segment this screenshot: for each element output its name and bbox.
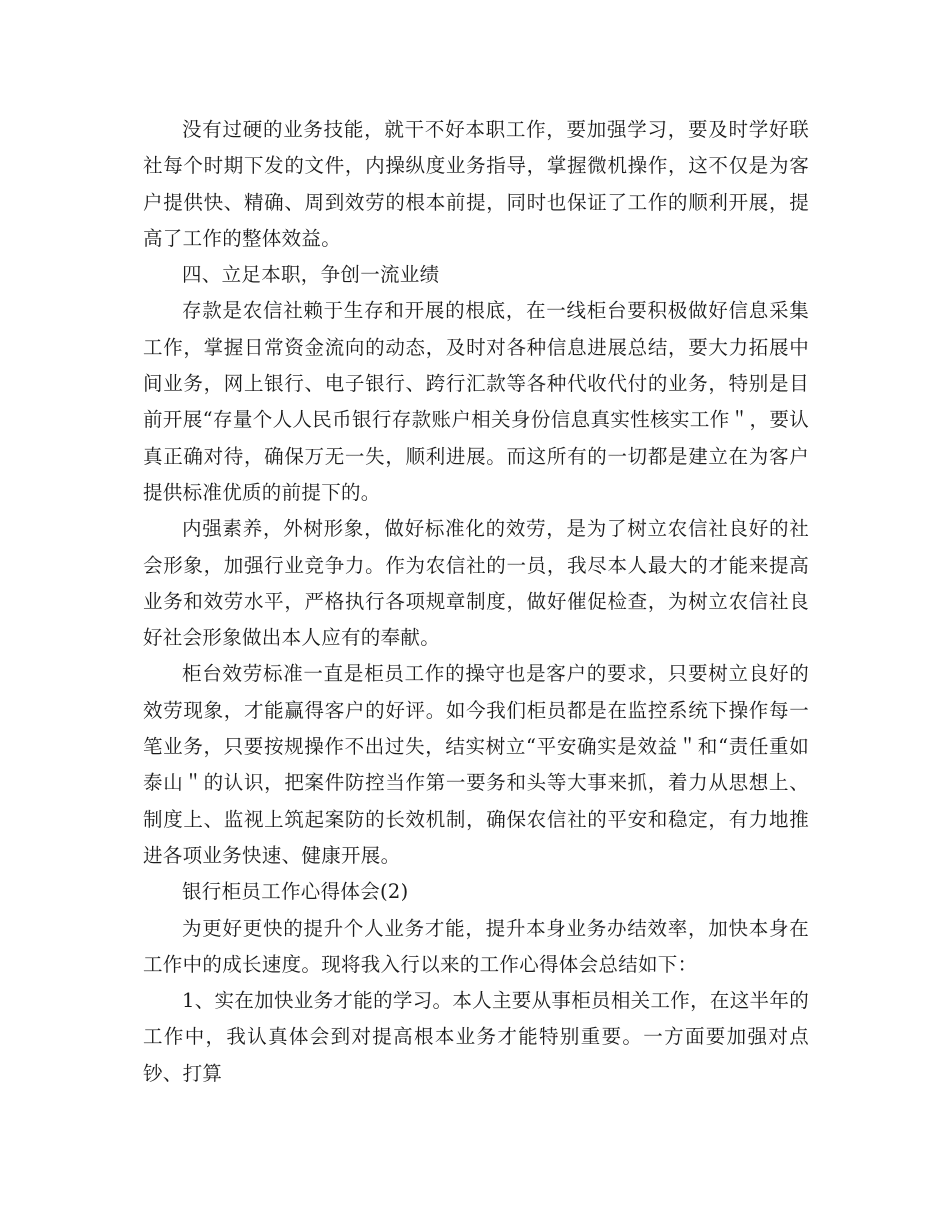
paragraph-counter-service: 柜台效劳标准一直是柜员工作的操守也是客户的要求，只要树立良好的效劳现象，才能赢得客户的好评。如今我们柜员都是在监控系统下操作每一笔业务，只要按规操作不出过失，结实树立“平安确实是效益＂和“责任重如泰山＂的认识，把案件防控当作第一要务和头等大事来抓，着力从思想上、制度上、监视上筑起案防的长效机制，确保农信社的平安和稳定，有力地推进各项业务快速、健康开展。 <box>143 662 809 867</box>
paragraph-deposits: 存款是农信社赖于生存和开展的根底，在一线柜台要积极做好信息采集工作，掌握日常资金流向的动态，及时对各种信息进展总结，要大力拓展中间业务，网上银行、电子银行、跨行汇款等各种代收代付的业务，特别是目前开展“存量个人人民币银行存款账户相关身份信息真实性核实工作＂，要认真正确对待，确保万无一失，顺利进展。而这所有的一切都是建立在为客户提供标准优质的前提下的。 <box>143 299 809 504</box>
paragraph-image: 内强素养，外树形象，做好标准化的效劳，是为了树立农信社良好的社会形象，加强行业竞争力。作为农信社的一员，我尽本人最大的才能来提高业务和效劳水平，严格执行各项规章制度，做好催促检查，为树立农信社良好社会形象做出本人应有的奉献。 <box>143 517 809 650</box>
paragraph-skills: 没有过硬的业务技能，就干不好本职工作，要加强学习，要及时学好联社每个时期下发的文件，内操纵度业务指导，掌握微机操作，这不仅是为客户提供快、精确、周到效劳的根本前提，同时也保证了工作的顺利开展，提高了工作的整体效益。 <box>143 118 809 250</box>
document-body <box>143 112 809 1092</box>
paragraph-intro: 为更好更快的提升个人业务才能，提升本身业务办结效率，加快本身在工作中的成长速度。现将我入行以来的工作心得体会总结如下： <box>143 916 809 976</box>
section-title-part-two: 银行柜员工作心得体会(2) <box>182 880 409 904</box>
paragraph-item-one: 1、实在加快业务才能的学习。本人主要从事柜员相关工作，在这半年的工作中，我认真体会到对提高根本业务才能特别重要。一方面要加强对点钞、打算 <box>143 989 809 1085</box>
section-heading-four: 四、立足本职，争创一流业绩 <box>182 263 440 287</box>
